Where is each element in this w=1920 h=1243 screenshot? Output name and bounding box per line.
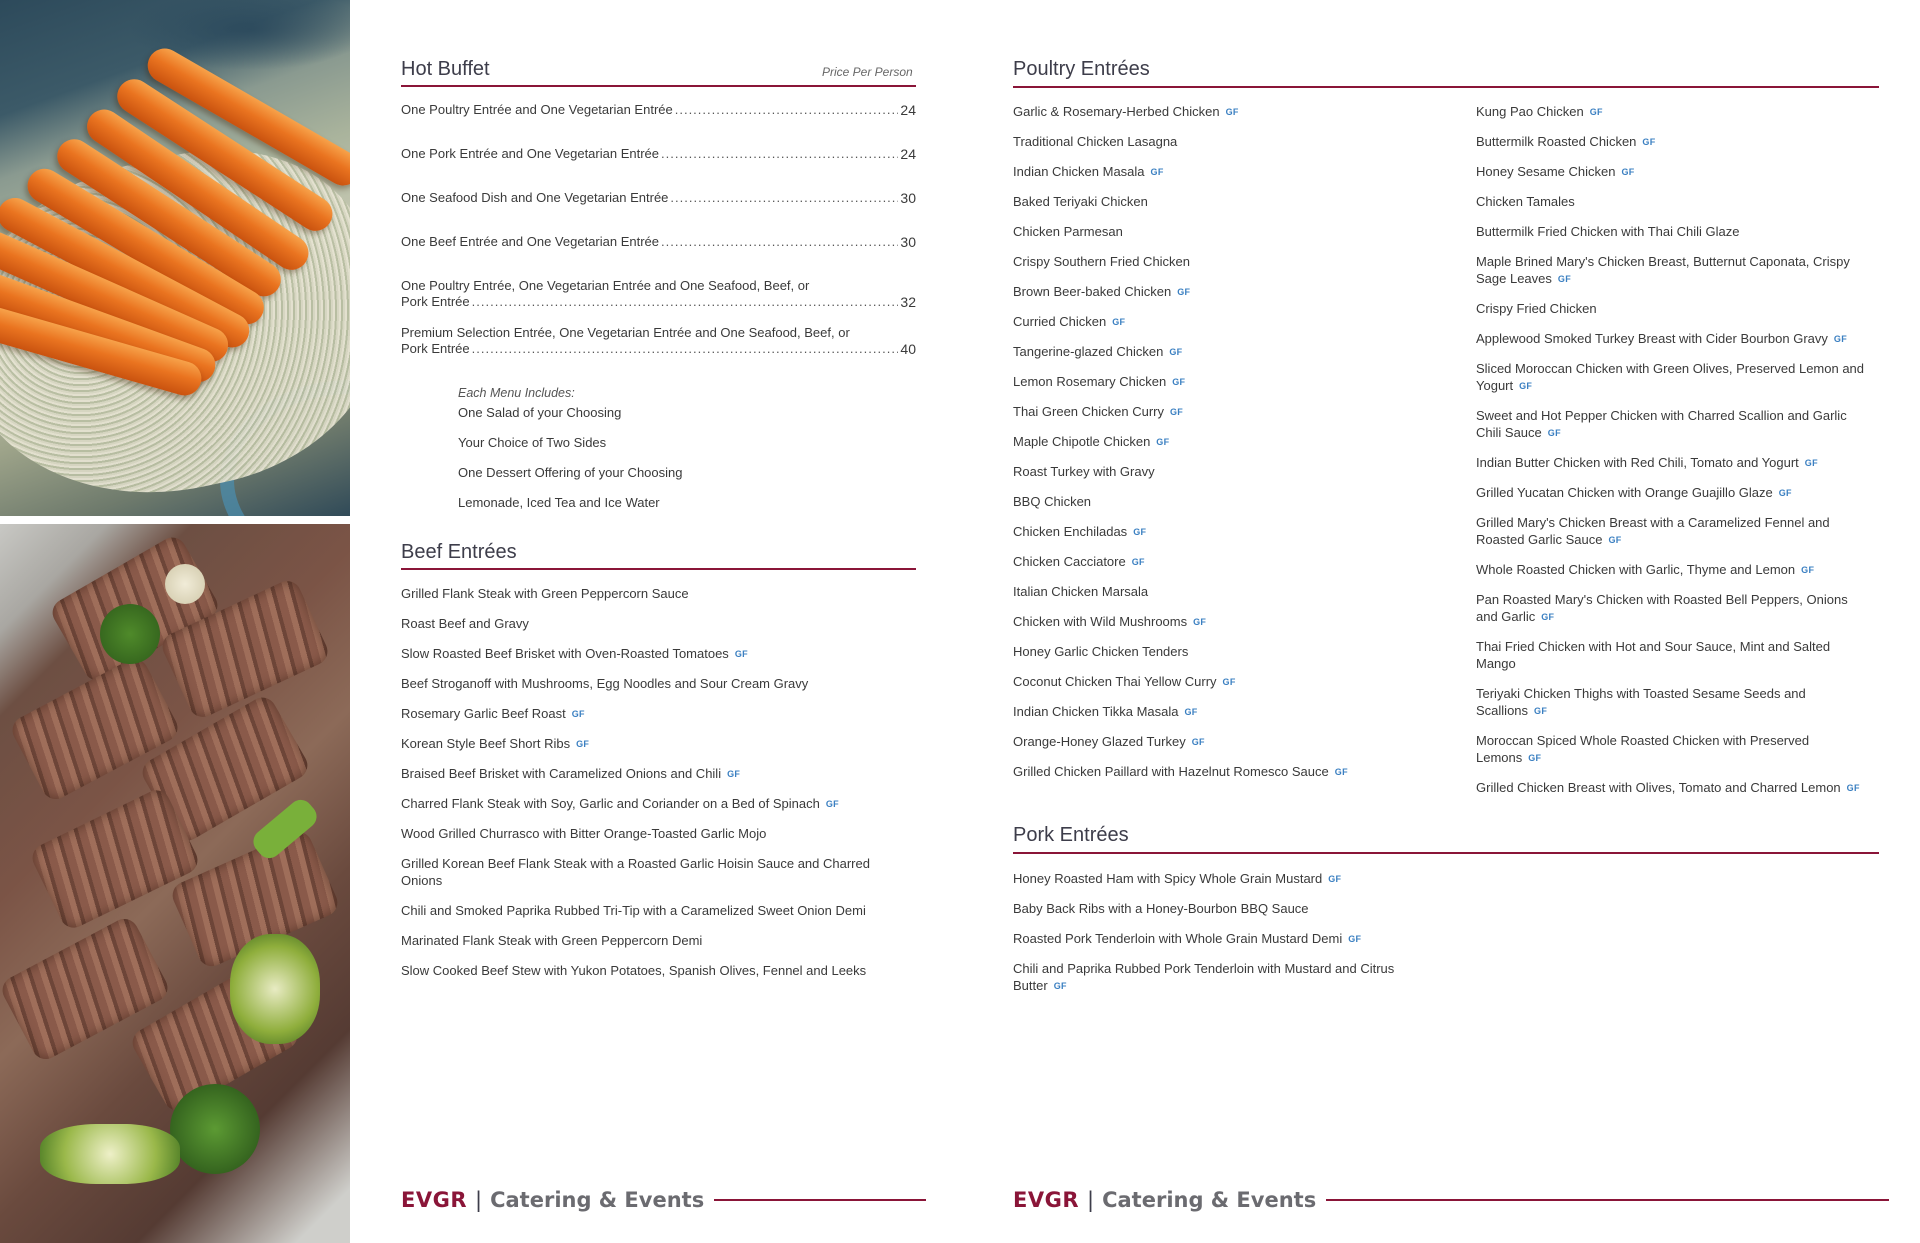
menu-item-name: Baby Back Ribs with a Honey-Bourbon BBQ Sauce — [1013, 901, 1309, 916]
menu-item — [1476, 591, 1848, 626]
gluten-free-badge: GF — [1541, 612, 1555, 622]
menu-item — [1476, 638, 1830, 672]
gluten-free-badge: GF — [1193, 617, 1207, 627]
menu-item-name: Rosemary Garlic Beef Roast GF — [401, 706, 585, 721]
menu-item-name: Orange-Honey Glazed Turkey GF — [1013, 734, 1205, 749]
menu-item-name: Crispy Fried Chicken — [1476, 301, 1597, 316]
footer-separator: | — [475, 1188, 483, 1212]
menu-item-name: Beef Stroganoff with Mushrooms, Egg Noodles and Sour Cream Gravy — [401, 676, 809, 691]
gluten-free-badge: GF — [1348, 934, 1362, 944]
menu-item — [401, 615, 529, 632]
gluten-free-badge: GF — [1778, 488, 1792, 498]
gluten-free-badge: GF — [734, 649, 748, 659]
menu-item-name: Teriyaki Chicken Thighs with Toasted Sesame Seeds and — [1476, 686, 1806, 701]
menu-item-name-cont: Lemons GF — [1476, 750, 1542, 765]
menu-item — [1013, 870, 1341, 888]
zucchini — [230, 934, 320, 1044]
gluten-free-badge: GF — [1846, 783, 1860, 793]
menu-item — [401, 855, 870, 889]
menu-item — [1013, 343, 1182, 361]
menu-item-name: Thai Fried Chicken with Hot and Sour Sauce, Mint and Salted — [1476, 639, 1831, 654]
buffet-option-row — [401, 190, 916, 206]
menu-item — [1476, 732, 1809, 767]
menu-item-name-cont: Butter GF — [1013, 978, 1067, 993]
menu-item — [1013, 930, 1361, 948]
pork-entrees-title: Pork Entrées — [1013, 824, 1129, 846]
menu-item — [1013, 960, 1394, 995]
buffet-option-row — [401, 325, 916, 357]
includes-item: Your Choice of Two Sides — [458, 435, 607, 450]
gluten-free-badge: GF — [1534, 706, 1548, 716]
gluten-free-badge: GF — [1833, 334, 1847, 344]
gluten-free-badge: GF — [1191, 737, 1205, 747]
menu-item-name: Chicken Parmesan — [1013, 224, 1123, 239]
menu-item — [1013, 583, 1148, 600]
gluten-free-badge: GF — [1608, 535, 1622, 545]
menu-item-name: Wood Grilled Churrasco with Bitter Orange-Toasted Garlic Mojo — [401, 826, 767, 841]
gluten-free-badge: GF — [1150, 167, 1164, 177]
gluten-free-badge: GF — [1801, 565, 1815, 575]
menu-item — [1013, 673, 1236, 691]
menu-item-name: Honey Garlic Chicken Tenders — [1013, 644, 1189, 659]
menu-item-name: Italian Chicken Marsala — [1013, 584, 1149, 599]
gluten-free-badge: GF — [1053, 981, 1067, 991]
includes-item: One Dessert Offering of your Choosing — [458, 465, 683, 480]
menu-item — [1476, 484, 1792, 502]
menu-item-name: Pan Roasted Mary's Chicken with Roasted Bell Peppers, Onions — [1476, 592, 1848, 607]
menu-item-name: Tangerine-glazed Chicken GF — [1013, 344, 1183, 359]
menu-item-name: Chili and Paprika Rubbed Pork Tenderloin with Mustard and Citrus — [1013, 961, 1395, 976]
buffet-option-label: One Poultry Entrée and One Vegetarian Entrée — [401, 102, 673, 117]
menu-item — [401, 705, 585, 723]
menu-item-name-cont: Roasted Garlic Sauce GF — [1476, 532, 1622, 547]
menu-item-name: Kung Pao Chicken GF — [1476, 104, 1603, 119]
menu-item-name-cont: Onions — [401, 873, 443, 888]
gluten-free-badge: GF — [1156, 437, 1170, 447]
buffet-option-row — [401, 278, 916, 310]
gluten-free-badge: GF — [1112, 317, 1126, 327]
menu-item-name: Grilled Yucatan Chicken with Orange Guajillo Glaze GF — [1476, 485, 1792, 500]
gluten-free-badge: GF — [1169, 347, 1183, 357]
menu-item — [1013, 193, 1148, 210]
menu-item-name: Indian Chicken Masala GF — [1013, 164, 1164, 179]
gluten-free-badge: GF — [727, 769, 741, 779]
menu-item-name: Coconut Chicken Thai Yellow Curry GF — [1013, 674, 1236, 689]
menu-item — [1476, 300, 1597, 317]
menu-item-name-cont: Mango — [1476, 656, 1516, 671]
menu-item — [1476, 454, 1818, 472]
gluten-free-badge: GF — [1133, 527, 1147, 537]
menu-item-name: Garlic & Rosemary-Herbed Chicken GF — [1013, 104, 1239, 119]
leader-dots — [472, 341, 899, 357]
buffet-option-price: 24 — [900, 146, 916, 162]
menu-item — [1013, 133, 1177, 150]
menu-item — [401, 675, 808, 692]
buffet-option-row — [401, 234, 916, 250]
buffet-option-price: 30 — [900, 234, 916, 250]
pork-entrees-rule — [1013, 852, 1879, 854]
menu-item — [1476, 779, 1860, 797]
footer-right — [1013, 1188, 1889, 1212]
buffet-option-price: 24 — [900, 102, 916, 118]
menu-item-name: Roast Turkey with Gravy — [1013, 464, 1155, 479]
menu-item-name: Grilled Chicken Breast with Olives, Tomato and Charred Lemon GF — [1476, 780, 1860, 795]
menu-item-name: Grilled Korean Beef Flank Steak with a Roasted Garlic Hoisin Sauce and Charred — [401, 856, 870, 871]
menu-item — [1476, 163, 1635, 181]
leader-dots — [670, 190, 898, 206]
gluten-free-badge: GF — [1170, 407, 1184, 417]
menu-item-name: Honey Sesame Chicken GF — [1476, 164, 1635, 179]
footer-rule — [714, 1199, 926, 1201]
menu-item-name: Grilled Mary's Chicken Breast with a Caramelized Fennel and — [1476, 515, 1830, 530]
menu-item — [1476, 561, 1814, 579]
menu-item — [1013, 493, 1091, 510]
buffet-option-price: 30 — [900, 190, 916, 206]
menu-item — [1013, 553, 1145, 571]
buffet-option-label: Premium Selection Entrée, One Vegetarian Entrée and One Seafood, Beef, or — [401, 325, 850, 340]
buffet-option-label-cont: Pork Entrée — [401, 294, 470, 309]
menu-item — [401, 585, 689, 602]
menu-item-name: Applewood Smoked Turkey Breast with Cider Bourbon Gravy GF — [1476, 331, 1847, 346]
menu-includes — [458, 386, 683, 525]
menu-item-name: Chicken Tamales — [1476, 194, 1575, 209]
menu-item — [1476, 330, 1847, 348]
menu-item — [1013, 523, 1146, 541]
menu-item — [1476, 407, 1847, 442]
grilled-steak-photo — [0, 524, 350, 1243]
menu-item — [1013, 703, 1198, 721]
menu-item-name: Sweet and Hot Pepper Chicken with Charred Scallion and Garlic — [1476, 408, 1847, 423]
menu-item — [1476, 253, 1850, 288]
gluten-free-badge: GF — [1328, 874, 1342, 884]
buffet-option-price: 32 — [900, 294, 916, 310]
gluten-free-badge: GF — [576, 739, 590, 749]
broccoli — [100, 604, 160, 664]
menu-item-name: Chicken with Wild Mushrooms GF — [1013, 614, 1207, 629]
menu-item-name: Buttermilk Roasted Chicken GF — [1476, 134, 1656, 149]
menu-item-name: Braised Beef Brisket with Caramelized Onions and Chili GF — [401, 766, 741, 781]
gluten-free-badge: GF — [1131, 557, 1145, 567]
buffet-option-label: One Poultry Entrée, One Vegetarian Entrée and One Seafood, Beef, or — [401, 278, 810, 293]
gluten-free-badge: GF — [1557, 274, 1572, 284]
menu-item-name: Brown Beer-baked Chicken GF — [1013, 284, 1191, 299]
buffet-option-label: One Pork Entrée and One Vegetarian Entrée — [401, 146, 660, 161]
footer-tagline: Catering & Events — [1102, 1188, 1317, 1212]
menu-item-name: Chili and Smoked Paprika Rubbed Tri-Tip with a Caramelized Sweet Onion Demi — [401, 903, 866, 918]
leader-dots — [661, 234, 898, 250]
gluten-free-badge: GF — [571, 709, 585, 719]
leader-dots — [661, 146, 898, 162]
menu-item — [1013, 163, 1164, 181]
buffet-option-row — [401, 146, 916, 162]
poultry-entrees-rule — [1013, 86, 1879, 88]
poultry-entrees-title: Poultry Entrées — [1013, 58, 1150, 80]
menu-item-name: Charred Flank Steak with Soy, Garlic and Coriander on a Bed of Spinach GF — [401, 796, 839, 811]
menu-item — [1013, 433, 1169, 451]
menu-item — [401, 645, 748, 663]
menu-item — [1013, 763, 1348, 781]
menu-item — [401, 765, 740, 783]
gluten-free-badge: GF — [825, 799, 839, 809]
gluten-free-badge: GF — [1519, 381, 1533, 391]
includes-item: One Salad of your Choosing — [458, 405, 622, 420]
hot-buffet-rule — [401, 85, 916, 87]
menu-item-name-cont: Scallions GF — [1476, 703, 1548, 718]
gluten-free-badge: GF — [1621, 167, 1635, 177]
menu-item-name: Grilled Flank Steak with Green Peppercorn Sauce — [401, 586, 689, 601]
buffet-option-row — [401, 102, 916, 118]
menu-item — [1476, 223, 1739, 240]
menu-item — [401, 825, 766, 842]
menu-item — [1476, 133, 1656, 151]
menu-item-name: Crispy Southern Fried Chicken — [1013, 254, 1191, 269]
menu-item-name: BBQ Chicken — [1013, 494, 1092, 509]
price-per-person-note: Price Per Person — [822, 65, 913, 79]
menu-item — [1476, 685, 1806, 720]
zucchini — [40, 1124, 180, 1184]
broccoli — [170, 1084, 260, 1174]
menu-item-name: Grilled Chicken Paillard with Hazelnut Romesco Sauce GF — [1013, 764, 1348, 779]
menu-item-name: Sliced Moroccan Chicken with Green Olives, Preserved Lemon and — [1476, 361, 1865, 376]
menu-item — [401, 795, 839, 813]
menu-item-name: Indian Chicken Tikka Masala GF — [1013, 704, 1198, 719]
buffet-option-label: One Seafood Dish and One Vegetarian Entrée — [401, 190, 669, 205]
menu-item-name: Traditional Chicken Lasagna — [1013, 134, 1178, 149]
menu-item-name: Chicken Cacciatore GF — [1013, 554, 1145, 569]
footer-separator: | — [1087, 1188, 1095, 1212]
menu-item-name-cont: and Garlic GF — [1476, 609, 1555, 624]
menu-item — [1013, 313, 1125, 331]
menu-item — [401, 735, 589, 753]
hot-buffet-title: Hot Buffet — [401, 58, 490, 80]
menu-item — [1476, 360, 1864, 395]
menu-item — [401, 962, 866, 979]
gluten-free-badge: GF — [1177, 287, 1191, 297]
menu-item-name: Roasted Pork Tenderloin with Whole Grain Mustard Demi GF — [1013, 931, 1362, 946]
menu-item — [1476, 193, 1575, 210]
gluten-free-badge: GF — [1642, 137, 1656, 147]
menu-item — [1013, 223, 1123, 240]
menu-item-name: Baked Teriyaki Chicken — [1013, 194, 1148, 209]
menu-item — [401, 902, 866, 919]
menu-item — [401, 932, 702, 949]
menu-item-name: Maple Chipotle Chicken GF — [1013, 434, 1170, 449]
menu-item-name-cont: Yogurt GF — [1476, 378, 1533, 393]
leader-dots — [675, 102, 899, 118]
menu-item-name: Korean Style Beef Short Ribs GF — [401, 736, 590, 751]
menu-item-name: Chicken Enchiladas GF — [1013, 524, 1147, 539]
menu-item — [1013, 373, 1185, 391]
menu-item-name-cont: Sage Leaves GF — [1476, 271, 1572, 286]
cauliflower — [165, 564, 205, 604]
menu-item-name: Maple Brined Mary's Chicken Breast, Butternut Caponata, Crispy — [1476, 254, 1850, 269]
brand-logo: EVGR — [1013, 1188, 1080, 1212]
gluten-free-badge: GF — [1334, 767, 1348, 777]
gluten-free-badge: GF — [1172, 377, 1186, 387]
menu-item — [1013, 103, 1239, 121]
menu-item-name: Slow Roasted Beef Brisket with Oven-Roasted Tomatoes GF — [401, 646, 748, 661]
menu-item — [1013, 403, 1183, 421]
menu-item — [1013, 283, 1190, 301]
menu-item-name: Indian Butter Chicken with Red Chili, Tomato and Yogurt GF — [1476, 455, 1818, 470]
menu-item-name: Honey Roasted Ham with Spicy Whole Grain Mustard GF — [1013, 871, 1342, 886]
gluten-free-badge: GF — [1804, 458, 1818, 468]
menu-item-name-cont: Chili Sauce GF — [1476, 425, 1561, 440]
gluten-free-badge: GF — [1547, 428, 1561, 438]
buffet-option-price: 40 — [900, 341, 916, 357]
gluten-free-badge: GF — [1589, 107, 1603, 117]
buffet-option-label-cont: Pork Entrée — [401, 341, 470, 356]
gluten-free-badge: GF — [1225, 107, 1239, 117]
menu-item-name: Lemon Rosemary Chicken GF — [1013, 374, 1186, 389]
brand-logo: EVGR — [401, 1188, 468, 1212]
menu-item-name: Thai Green Chicken Curry GF — [1013, 404, 1184, 419]
menu-item — [1013, 643, 1188, 660]
menu-item-name: Curried Chicken GF — [1013, 314, 1126, 329]
footer-left — [401, 1188, 926, 1212]
menu-item-name: Slow Cooked Beef Stew with Yukon Potatoes, Spanish Olives, Fennel and Leeks — [401, 963, 867, 978]
footer-rule — [1326, 1199, 1889, 1201]
includes-heading: Each Menu Includes: — [458, 386, 575, 400]
leader-dots — [472, 294, 899, 310]
includes-item: Lemonade, Iced Tea and Ice Water — [458, 495, 660, 510]
footer-tagline: Catering & Events — [490, 1188, 705, 1212]
carrots-rice-photo — [0, 0, 350, 516]
gluten-free-badge: GF — [1222, 677, 1236, 687]
menu-item — [1013, 463, 1155, 480]
buffet-option-label: One Beef Entrée and One Vegetarian Entrée — [401, 234, 660, 249]
menu-item — [1476, 514, 1830, 549]
menu-item — [1476, 103, 1603, 121]
menu-item — [1013, 733, 1205, 751]
menu-item — [1013, 253, 1190, 270]
beef-entrees-title: Beef Entrées — [401, 541, 517, 563]
menu-item-name: Marinated Flank Steak with Green Peppercorn Demi — [401, 933, 703, 948]
menu-item-name: Moroccan Spiced Whole Roasted Chicken with Preserved — [1476, 733, 1810, 748]
menu-item — [1013, 900, 1309, 917]
menu-item — [1013, 613, 1206, 631]
menu-item-name: Whole Roasted Chicken with Garlic, Thyme and Lemon GF — [1476, 562, 1815, 577]
gluten-free-badge: GF — [1184, 707, 1198, 717]
gluten-free-badge: GF — [1528, 753, 1542, 763]
menu-item-name: Buttermilk Fried Chicken with Thai Chili Glaze — [1476, 224, 1740, 239]
beef-entrees-rule — [401, 568, 916, 570]
photo-divider — [0, 516, 350, 524]
menu-item-name: Roast Beef and Gravy — [401, 616, 529, 631]
